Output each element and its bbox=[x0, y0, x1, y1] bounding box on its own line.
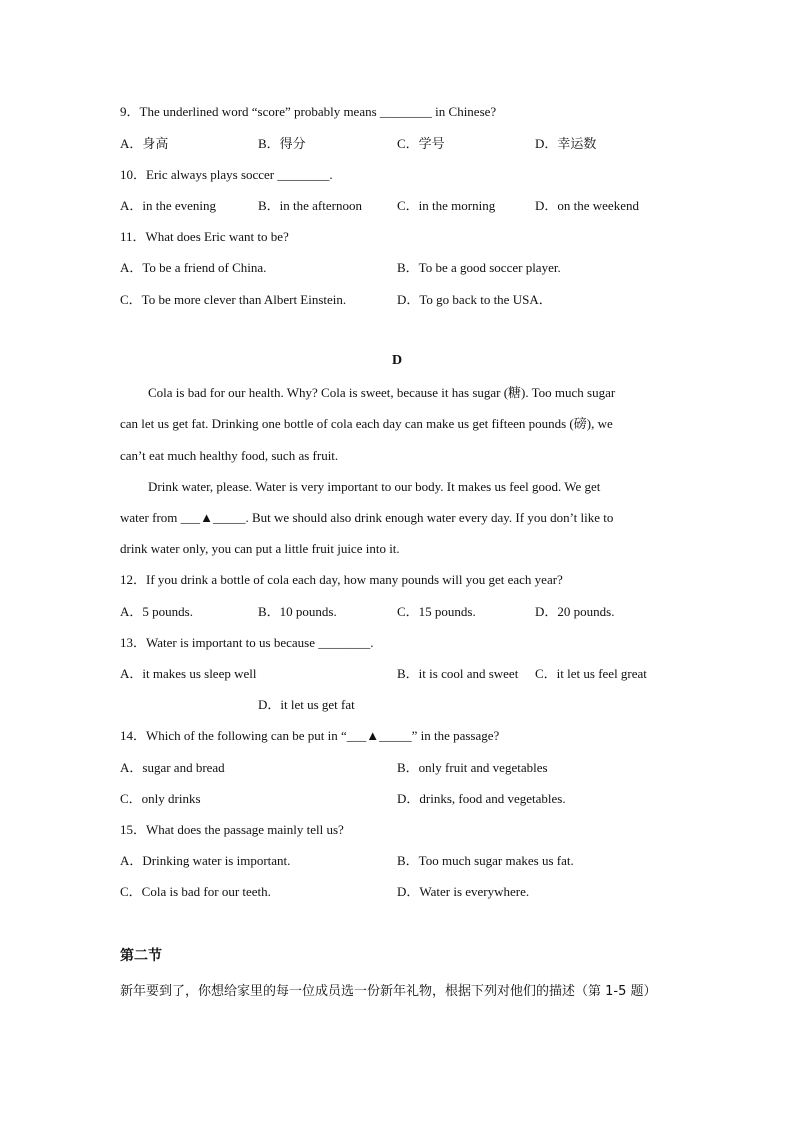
section-2-intro: 新年要到了，你想给家里的每一位成员选一份新年礼物，根据下列对他们的描述（第 1-5 题） bbox=[120, 984, 657, 999]
question-15-option-b: B．Too much sugar makes us fat. bbox=[397, 853, 574, 868]
passage-d-line-4: Drink water, please. Water is very important to our body. It makes us feel good. We get bbox=[148, 479, 601, 494]
passage-d-line-1: Cola is bad for our health. Why? Cola is sweet, because it has sugar (糖). Too much sugar bbox=[148, 385, 616, 400]
question-14-option-c: C．only drinks bbox=[120, 791, 201, 806]
question-9-stem: 9．The underlined word “score” probably means ________ in Chinese? bbox=[120, 104, 497, 119]
question-11-option-d: D．To go back to the USA． bbox=[397, 292, 552, 307]
passage-d-heading: D bbox=[391, 353, 403, 368]
question-13-option-a: A．it makes us sleep well bbox=[120, 666, 257, 681]
question-14-option-b: B．only fruit and vegetables bbox=[397, 760, 548, 775]
question-12-option-a: A．5 pounds. bbox=[120, 604, 193, 619]
passage-d-line-5: water from ___▲_____. But we should also drink enough water every day. If you don’t like to bbox=[120, 510, 614, 525]
question-9-option-a: A．身高 bbox=[120, 136, 169, 151]
question-9-option-b: B．得分 bbox=[258, 136, 306, 151]
question-15-stem: 15．What does the passage mainly tell us? bbox=[120, 822, 344, 837]
question-14-stem: 14．Which of the following can be put in “___▲_____” in the passage? bbox=[120, 728, 500, 743]
question-14-option-a: A．sugar and bread bbox=[120, 760, 225, 775]
question-11-option-a: A．To be a friend of China. bbox=[120, 260, 267, 275]
passage-d-line-6: drink water only, you can put a little fruit juice into it. bbox=[120, 541, 400, 556]
question-12-option-d: D．20 pounds. bbox=[535, 604, 615, 619]
question-10-option-b: B．in the afternoon bbox=[258, 198, 362, 213]
question-14-option-d: D．drinks, food and vegetables. bbox=[397, 791, 566, 806]
question-12-option-b: B．10 pounds. bbox=[258, 604, 337, 619]
question-12-stem: 12．If you drink a bottle of cola each day, how many pounds will you get each year? bbox=[120, 572, 563, 587]
question-9-option-d: D．幸运数 bbox=[535, 136, 597, 151]
question-9-option-c: C．学号 bbox=[397, 136, 445, 151]
question-10-option-c: C．in the morning bbox=[397, 198, 496, 213]
question-15-option-a: A．Drinking water is important. bbox=[120, 853, 291, 868]
question-13-option-d: D．it let us get fat bbox=[258, 697, 355, 712]
question-10-option-d: D．on the weekend bbox=[535, 198, 639, 213]
question-13-option-b: B．it is cool and sweet bbox=[397, 666, 519, 681]
question-12-option-c: C．15 pounds. bbox=[397, 604, 476, 619]
section-2-title: 第二节 bbox=[120, 948, 162, 964]
question-11-stem: 11．What does Eric want to be? bbox=[120, 229, 289, 244]
question-13-option-c: C．it let us feel great bbox=[535, 666, 647, 681]
question-11-option-b: B．To be a good soccer player. bbox=[397, 260, 561, 275]
passage-d-line-3: can’t eat much healthy food, such as fruit. bbox=[120, 448, 339, 463]
question-10-option-a: A．in the evening bbox=[120, 198, 217, 213]
question-13-stem: 13．Water is important to us because ________. bbox=[120, 635, 374, 650]
question-10-stem: 10．Eric always plays soccer ________. bbox=[120, 167, 333, 182]
question-11-option-c: C．To be more clever than Albert Einstein. bbox=[120, 292, 347, 307]
passage-d-line-2: can let us get fat. Drinking one bottle of cola each day can make us get fifteen pounds (磅), we bbox=[120, 416, 613, 431]
question-15-option-c: C．Cola is bad for our teeth. bbox=[120, 884, 271, 899]
question-15-option-d: D．Water is everywhere. bbox=[397, 884, 530, 899]
